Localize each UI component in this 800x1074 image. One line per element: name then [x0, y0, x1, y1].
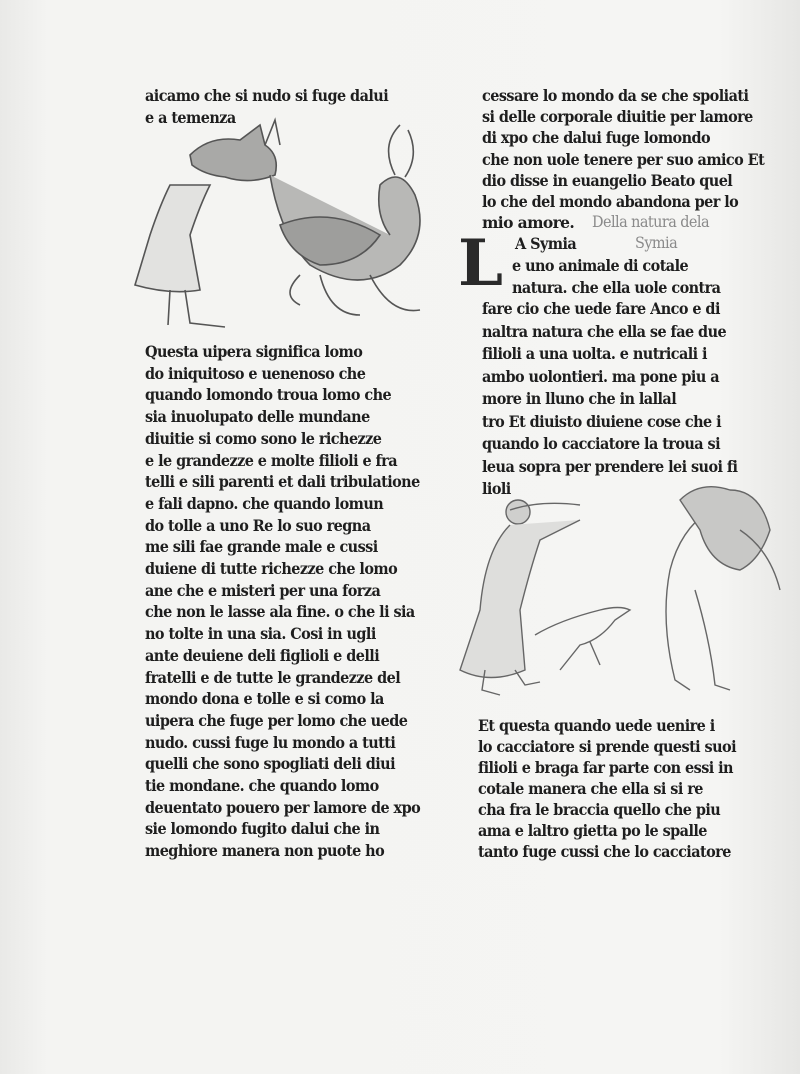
text-line: e uno animale di cotale [512, 256, 689, 275]
text-line: Questa uipera significa lomo [145, 342, 363, 361]
text-line: lo cacciatore si prende questi suoi [478, 737, 737, 756]
text-line: dio disse in euangelio Beato quel [482, 170, 733, 190]
text-line: no tolte in una sia. Cosi in ugli [145, 624, 376, 644]
text-line: lo che del mondo abandona per lo [482, 192, 739, 211]
ape-and-hunter-illustration [440, 470, 800, 720]
text-line: e le grandezze e molte filioli e fra [145, 450, 398, 470]
chapter-first-text: A Symia [515, 234, 577, 253]
text-line: quando lo cacciatore la troua si [482, 434, 721, 453]
text-line: cotale manera che ella si si re [478, 779, 703, 798]
text-line: cessare lo mondo da se che spoliati [482, 86, 749, 105]
text-line: do iniquitoso e uenenoso che [145, 363, 366, 383]
text-line: natura. che ella uole contra [512, 277, 721, 297]
text-line: nudo. cussi fuge lu mondo a tutti [145, 732, 396, 752]
text-line: fare cio che uede fare Anco e di [482, 299, 720, 318]
text-line: ane che e misteri per una forza [145, 580, 381, 600]
text-line: ambo uolontieri. ma pone piu a [482, 366, 720, 386]
chapter-heading-rubric: Della natura dela [592, 213, 709, 231]
text-line: che non le lasse ala fine. o che li sia [145, 602, 415, 622]
text-line: fratelli e de tutte le grandezze del [145, 667, 401, 687]
text-line: tie mondane. che quando lomo [145, 776, 379, 795]
text-line: quando lomondo troua lomo che [145, 385, 392, 405]
margin-note: Symia [635, 234, 678, 252]
rubric-line-text: mio amore. [482, 213, 575, 232]
text-line: sia inuolupato delle mundane [145, 407, 370, 427]
text-line: lioli [482, 479, 511, 498]
text-line: e fali dapno. che quando lomun [145, 493, 384, 513]
text-line: di xpo che dalui fuge lomondo [482, 128, 711, 148]
text-line: meghiore manera non puote ho [145, 841, 385, 861]
text-line: naltra natura che ella se fae due [482, 321, 727, 341]
text-line: e a temenza [145, 108, 236, 127]
text-line: deuentato pouero per lamore de xpo [145, 797, 421, 817]
text-line: mondo dona e tolle e si como la [145, 689, 384, 709]
text-line: aicamo che si nudo si fuge dalui [145, 86, 389, 105]
text-line: Et questa quando uede uenire i [478, 716, 715, 735]
text-line: do tolle a uno Re lo suo regna [145, 515, 371, 535]
decorated-initial: L [458, 226, 503, 301]
text-line: duiene di tutte richezze che lomo [145, 559, 398, 578]
text-line: che non uole tenere per suo amico Et [482, 149, 765, 169]
text-line: quelli che sono spogliati deli diui [145, 754, 396, 774]
text-line: telli e sili parenti et dali tribulatione [145, 472, 420, 492]
dragon-and-man-illustration [130, 115, 470, 335]
text-line: filioli a una uolta. e nutricali i [482, 344, 707, 363]
text-line: ante deuiene deli figlioli e delli [145, 645, 380, 665]
text-line: ama e laltro gietta po le spalle [478, 821, 707, 840]
text-line: sie lomondo fugito dalui che in [145, 819, 380, 839]
text-line: me sili fae grande male e cussi [145, 537, 378, 557]
text-line: filioli e braga far parte con essi in [478, 758, 733, 777]
text-line: si delle corporale diuitie per lamore [482, 107, 753, 127]
text-line: tanto fuge cussi che lo cacciatore [478, 842, 731, 861]
text-line: tro Et diuisto diuiene cose che i [482, 411, 722, 431]
text-line: diuitie si como sono le richezze [145, 428, 382, 448]
text-line: leua sopra per prendere lei suoi fi [482, 456, 738, 476]
text-line: cha fra le braccia quello che piu [478, 800, 721, 819]
text-line: uipera che fuge per lomo che uede [145, 710, 408, 730]
text-line: more in lluno che in lallal [482, 389, 677, 408]
